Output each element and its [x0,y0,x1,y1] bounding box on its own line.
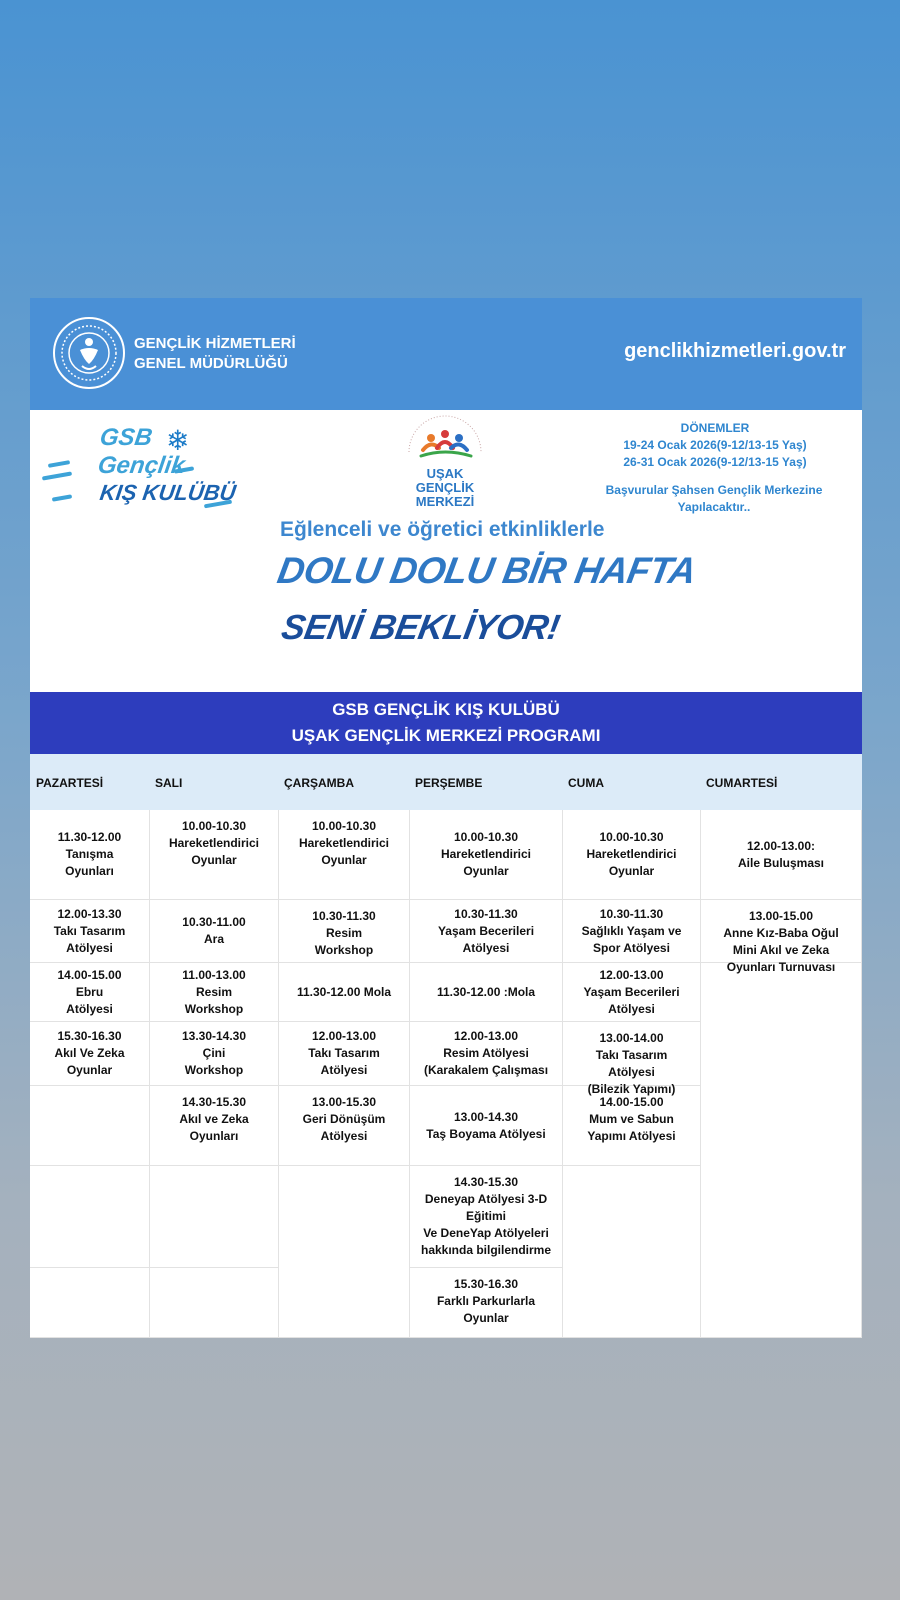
schedule-cell [410,1166,563,1268]
schedule-activity: 10.30-11.30 Sağlıklı Yaşam ve Spor Atölyesi [581,906,682,955]
schedule-activity: 10.30-11.30 Yaşam Becerileri Atölyesi [437,906,535,955]
schedule-cell-empty [150,1166,279,1268]
headline-1: DOLU DOLU BİR HAFTA [274,550,700,591]
program-title-band [30,692,862,754]
kis-kulubu-logo [40,422,240,512]
schedule-cell [30,900,150,963]
center-logo-line-2: GENÇLİK [415,480,475,495]
schedule-cell [563,1086,701,1166]
program-title-line-1: GSB GENÇLİK KIŞ KULÜBÜ [332,700,560,719]
schedule-activity: 14.00-15.00 Mum ve Sabun Yapımı Atölyesi [587,1095,676,1143]
schedule-activity: 15.30-16.30 Akıl Ve Zeka Oyunlar [54,1029,125,1077]
schedule-cell-empty [563,1166,701,1338]
schedule-cell-empty [30,1166,150,1268]
schedule-activity: 10.00-10.30 Hareketlendirici Oyunlar [440,830,532,878]
header-area [30,410,862,692]
usak-genclik-merkezi-logo [390,422,500,512]
org-line-2: GENEL MÜDÜRLÜĞÜ [134,355,288,372]
schedule-activity: 13.00-14.00 Takı Tasarım Atölyesi (Bilezik Yapımı) [587,1031,676,1096]
center-logo-line-3: MERKEZİ [415,494,475,509]
schedule-cell [410,1022,563,1086]
logo-line-1: GSB [98,424,154,451]
org-line-1: GENÇLİK HİZMETLERİ [134,335,296,352]
schedule-activity: 12.00-13.00 Resim Atölyesi (Karakalem Çalışması [423,1029,549,1077]
schedule-activity: 11.30-12.00 Mola [296,984,392,999]
schedule-activity: 13.00-14.30 Taş Boyama Atölyesi [426,1109,546,1141]
schedule-activity: 11.30-12.00 :Mola [436,984,536,999]
schedule-cell [150,810,279,900]
schedule-activity: 10.30-11.00 Ara [182,915,246,946]
period-2: 26-31 Ocak 2026(9-12/13-15 Yaş) [623,455,807,469]
application-line-2: Yapılacaktır.. [677,500,751,514]
schedule-cell [410,900,563,963]
schedule-cell [410,1086,563,1166]
schedule-cell [30,963,150,1022]
schedule-activity: 12.00-13.30 Takı Tasarım Atölyesi [53,906,126,955]
schedule-cell-empty [701,963,862,1338]
periods-title: DÖNEMLER [680,421,750,435]
periods-box [590,420,840,471]
schedule-activity: 12.00-13.00 Yaşam Becerileri Atölyesi [583,967,680,1016]
youth-figures-icon [395,422,495,462]
schedule-activity: 10.00-10.30 Hareketlendirici Oyunlar [298,819,390,867]
application-line-1: Başvurular Şahsen Gençlik Merkezine [605,483,823,497]
schedule-cell [279,963,410,1022]
schedule-cell [563,900,701,963]
schedule-cell [563,963,701,1022]
schedule-cell [410,963,563,1022]
schedule-cell [279,1086,410,1166]
schedule-cell [410,810,563,900]
schedule-cell [150,1086,279,1166]
schedule-cell [30,810,150,900]
schedule-activity: 14.00-15.00 Ebru Atölyesi [57,967,122,1016]
snowflake-icon: ❄ [166,425,190,456]
site-url[interactable]: genclikhizmetleri.gov.tr [624,340,846,362]
top-bar [30,298,862,410]
schedule-activity: 15.30-16.30 Farklı Parkurlarla Oyunlar [436,1277,536,1325]
schedule-cell [279,1022,410,1086]
ministry-emblem-icon [52,316,126,390]
schedule-cell [701,810,862,900]
day-header: SALI [155,776,183,790]
speed-line [42,471,72,480]
program-title-line-2: UŞAK GENÇLİK MERKEZİ PROGRAMI [291,726,601,745]
schedule-cell [410,1268,563,1338]
tagline: Eğlenceli ve öğretici etkinliklerle [280,518,605,541]
schedule-activity: 10.30-11.30 Resim Workshop [312,909,376,957]
schedule-cell [150,900,279,963]
schedule-cell [563,810,701,900]
poster-card [30,298,862,1338]
schedule-cell [701,900,862,974]
day-header: PAZARTESİ [36,776,104,790]
day-header: CUMARTESİ [706,776,778,790]
application-note [578,482,850,516]
schedule-activity: 11.30-12.00 Tanışma Oyunları [57,830,122,878]
logo-line-3: KIŞ KULÜBÜ [98,480,238,505]
schedule-activity: 14.30-15.30 Deneyap Atölyesi 3-D Eğitimi Ve DeneYap Atölyeleri hakkında bilgilendirme [420,1175,552,1257]
organization-name [134,334,296,374]
schedule-cell-empty [30,1086,150,1166]
speed-line [52,494,72,501]
schedule-cell [279,900,410,963]
schedule-activity: 10.00-10.30 Hareketlendirici Oyunlar [586,830,677,878]
schedule-cell-empty [279,1166,410,1338]
day-header: CUMA [568,776,604,790]
logo-line-2: Gençlik [96,452,187,479]
schedule-cell [563,1022,701,1096]
schedule-grid [30,810,862,1338]
center-logo-line-1: UŞAK [426,466,464,481]
day-header: ÇARŞAMBA [284,776,354,790]
period-1: 19-24 Ocak 2026(9-12/13-15 Yaş) [623,438,807,452]
schedule-activity: 13.30-14.30 Çini Workshop [181,1029,247,1077]
schedule-activity: 10.00-10.30 Hareketlendirici Oyunlar [168,819,260,867]
headline-2: SENİ BEKLİYOR! [278,608,563,647]
day-header-row [30,754,862,810]
schedule-activity: 13.00-15.00 Anne Kız-Baba Oğul Mini Akıl ve Zeka Oyunları Turnuvası [723,909,839,974]
schedule-activity: 12.00-13.00: Aile Buluşması [737,838,825,870]
schedule-activity: 13.00-15.30 Geri Dönüşüm Atölyesi [302,1095,386,1143]
speed-line [48,460,70,468]
schedule-cell [30,1022,150,1086]
day-header: PERŞEMBE [415,776,483,790]
schedule-cell [279,810,410,900]
schedule-activity: 11.00-13.00 Resim Workshop [182,967,246,1016]
schedule-activity: 12.00-13.00 Takı Tasarım Atölyesi [308,1029,380,1077]
schedule-cell-empty [150,1268,279,1338]
schedule-activity: 14.30-15.30 Akıl ve Zeka Oyunları [179,1095,249,1143]
schedule-cell [150,963,279,1022]
schedule-cell [150,1022,279,1086]
schedule-cell-empty [30,1268,150,1338]
